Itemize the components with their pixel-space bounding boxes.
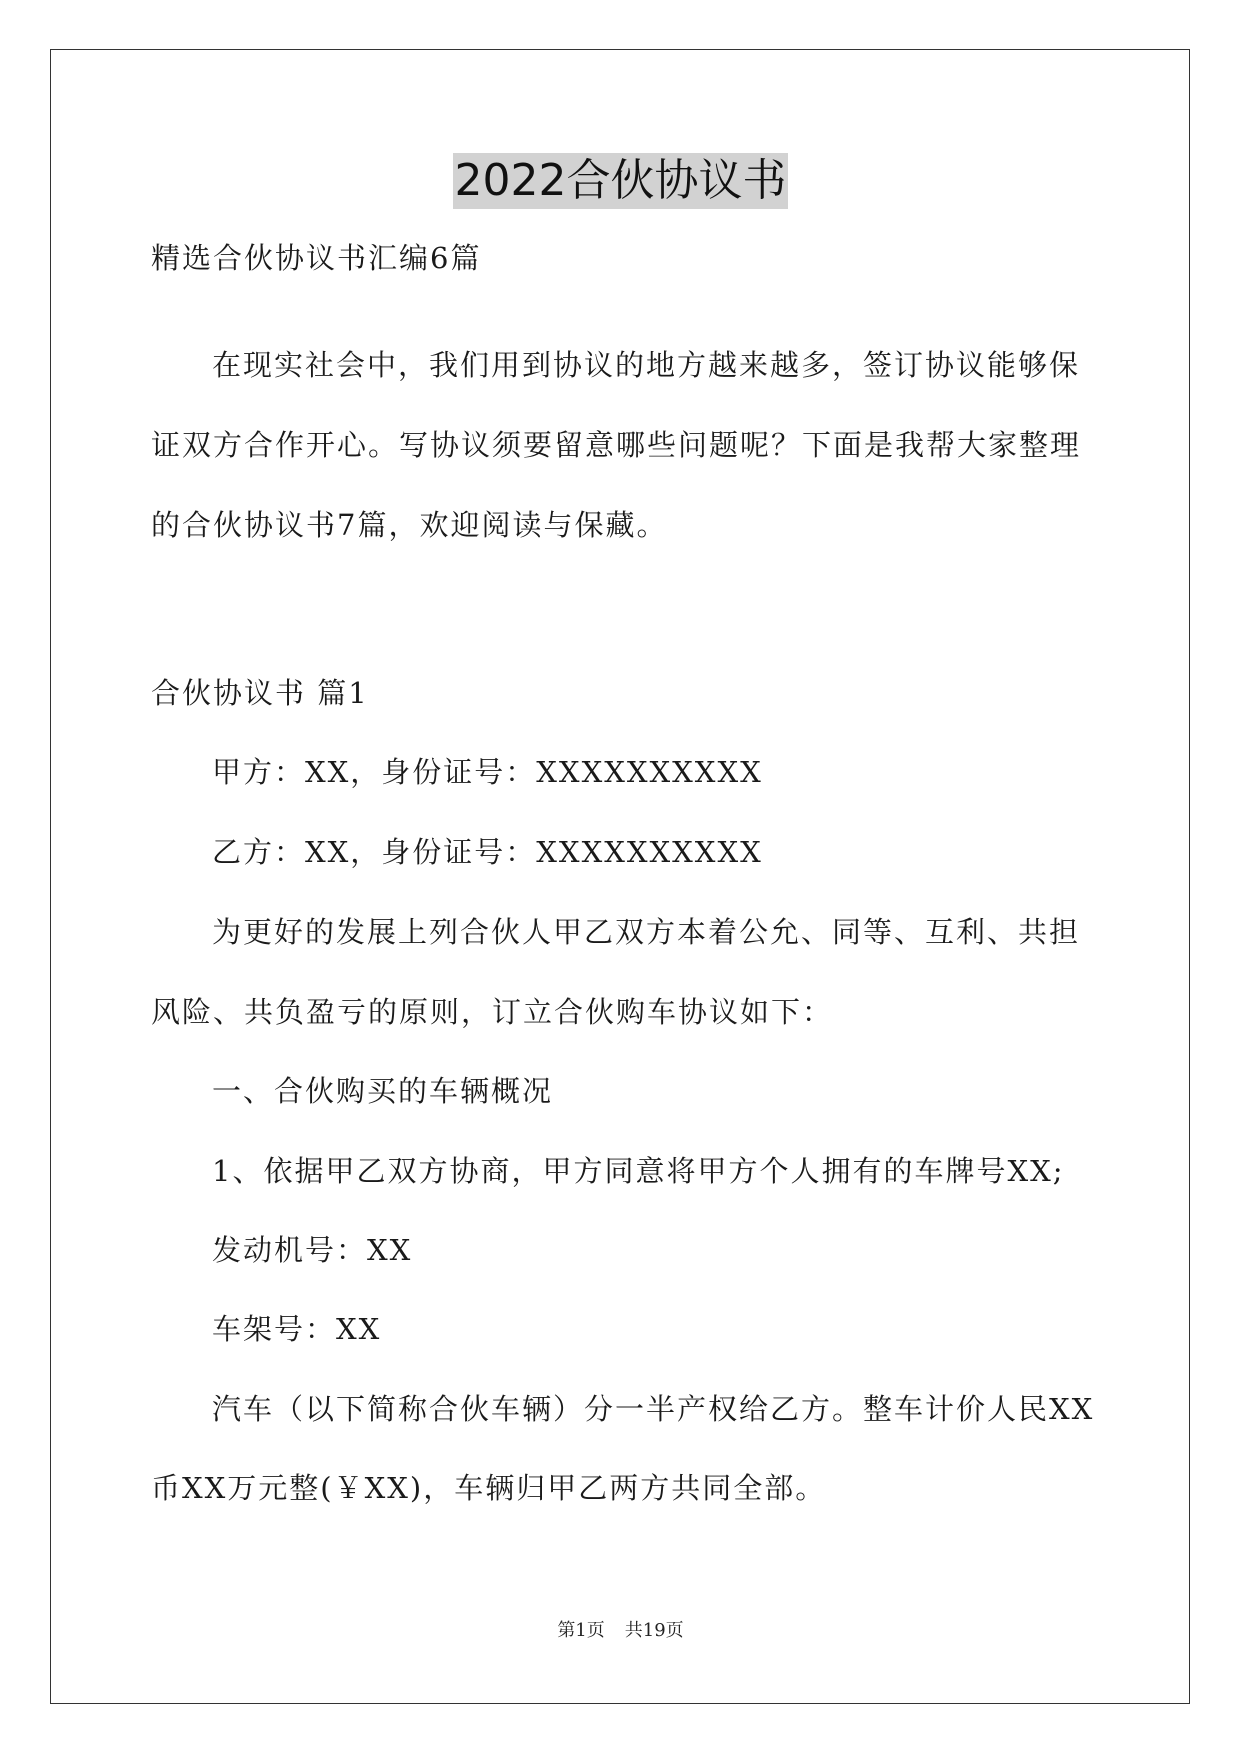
paragraph-line: 在现实社会中，我们用到协议的地方越来越多，签订协议能够保 xyxy=(212,348,1081,382)
page-number: 第1页 xyxy=(557,1620,605,1641)
paragraph-line: 的合伙协议书7篇，欢迎阅读与保藏。 xyxy=(151,508,668,542)
page-footer xyxy=(0,1620,1241,1642)
clause-line: 车架号：XX xyxy=(212,1312,382,1346)
clause-heading: 一、合伙购买的车辆概况 xyxy=(212,1074,554,1108)
clause-line: 发动机号：XX xyxy=(212,1233,413,1267)
paragraph-line: 证双方合作开心。写协议须要留意哪些问题呢？下面是我帮大家整理 xyxy=(151,428,1082,462)
title-wrap xyxy=(0,153,1241,209)
document-title: 2022合伙协议书 xyxy=(453,153,789,209)
party-a-line: 甲方：XX，身份证号：XXXXXXXXXX xyxy=(212,755,763,789)
page-border xyxy=(50,49,1190,1704)
paragraph-line: 为更好的发展上列合伙人甲乙双方本着公允、同等、互利、共担 xyxy=(212,915,1081,949)
clause-line: 1、依据甲乙双方协商，甲方同意将甲方个人拥有的车牌号XX; xyxy=(212,1154,1065,1188)
party-b-line: 乙方：XX，身份证号：XXXXXXXXXX xyxy=(212,835,763,869)
paragraph-line: 币XX万元整(￥XX)，车辆归甲乙两方共同全部。 xyxy=(151,1471,827,1505)
section-heading: 合伙协议书 篇1 xyxy=(151,676,369,710)
paragraph-line: 风险、共负盈亏的原则，订立合伙购车协议如下： xyxy=(151,995,834,1029)
subtitle-line: 精选合伙协议书汇编6篇 xyxy=(151,241,482,275)
paragraph-line: 汽车（以下简称合伙车辆）分一半产权给乙方。整车计价人民XX xyxy=(212,1392,1095,1426)
page-total: 共19页 xyxy=(624,1620,684,1641)
